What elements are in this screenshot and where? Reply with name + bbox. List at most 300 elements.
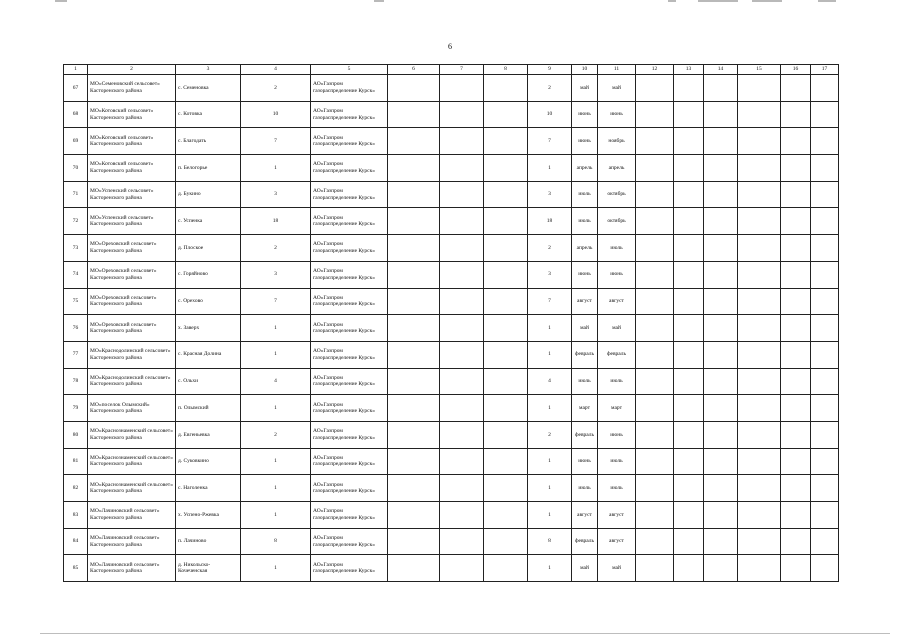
cell-n: 77 xyxy=(64,341,88,368)
empty-cell xyxy=(388,288,440,315)
cell-org: АО«Газпром газораспределение Курск» xyxy=(311,528,388,555)
empty-cell xyxy=(811,181,839,208)
empty-cell xyxy=(738,288,781,315)
empty-cell xyxy=(674,75,704,102)
cell-mo: МО«Лачиновский сельсовет» Касторенского района xyxy=(88,528,176,555)
empty-cell xyxy=(636,181,674,208)
empty-cell xyxy=(440,502,484,529)
empty-cell xyxy=(674,261,704,288)
empty-cell xyxy=(738,502,781,529)
table-row xyxy=(64,368,839,395)
cell-c11: июнь xyxy=(598,101,636,128)
empty-cell xyxy=(811,155,839,182)
empty-cell xyxy=(388,261,440,288)
empty-cell xyxy=(484,421,528,448)
cell-place: с. Горяйново xyxy=(176,261,241,288)
empty-cell xyxy=(388,421,440,448)
cell-mo: МО«Ореховский сельсовет» Касторенского района xyxy=(88,288,176,315)
empty-cell xyxy=(674,475,704,502)
cell-n: 81 xyxy=(64,448,88,475)
cell-n: 78 xyxy=(64,368,88,395)
empty-cell xyxy=(704,75,738,102)
table-row xyxy=(64,181,839,208)
cell-count: 7 xyxy=(241,288,311,315)
empty-cell xyxy=(811,502,839,529)
cell-c10: март xyxy=(572,395,598,422)
empty-cell xyxy=(388,75,440,102)
cell-c11: июль xyxy=(598,235,636,262)
cell-c9: 7 xyxy=(528,288,572,315)
empty-cell xyxy=(440,208,484,235)
empty-cell xyxy=(388,341,440,368)
cell-n: 68 xyxy=(64,101,88,128)
cell-count: 1 xyxy=(241,315,311,342)
empty-cell xyxy=(811,528,839,555)
header-cell-5: 5 xyxy=(311,65,388,75)
table-row xyxy=(64,75,839,102)
empty-cell xyxy=(704,288,738,315)
cell-c11: июль xyxy=(598,368,636,395)
empty-cell xyxy=(704,315,738,342)
empty-cell xyxy=(674,315,704,342)
cell-org: АО«Газпром газораспределение Курск» xyxy=(311,101,388,128)
header-cell-16: 16 xyxy=(781,65,811,75)
cell-n: 83 xyxy=(64,502,88,529)
cell-n: 70 xyxy=(64,155,88,182)
cell-c11: ноябрь xyxy=(598,128,636,155)
empty-cell xyxy=(781,475,811,502)
cell-place: д. Евгеньевка xyxy=(176,421,241,448)
empty-cell xyxy=(636,528,674,555)
cell-mo: МО«Успенский сельсовет» Касторенского района xyxy=(88,208,176,235)
cell-n: 82 xyxy=(64,475,88,502)
cell-place: с. Ольхи xyxy=(176,368,241,395)
cell-mo: МО«Ореховский сельсовет» Касторенского района xyxy=(88,235,176,262)
empty-cell xyxy=(811,341,839,368)
empty-cell xyxy=(704,341,738,368)
empty-cell xyxy=(704,208,738,235)
empty-cell xyxy=(781,341,811,368)
header-cell-7: 7 xyxy=(440,65,484,75)
empty-cell xyxy=(811,261,839,288)
header-cell-4: 4 xyxy=(241,65,311,75)
empty-cell xyxy=(674,421,704,448)
cell-c11: июль xyxy=(598,475,636,502)
table-row xyxy=(64,395,839,422)
empty-cell xyxy=(781,502,811,529)
cell-place: п. Белогорье xyxy=(176,155,241,182)
cell-place: д. Суковкино xyxy=(176,448,241,475)
empty-cell xyxy=(811,448,839,475)
cell-c11: октябрь xyxy=(598,181,636,208)
cell-mo: МО«Краснодолинский сельсовет» Касторенского района xyxy=(88,368,176,395)
empty-cell xyxy=(781,261,811,288)
table-row xyxy=(64,448,839,475)
cell-org: АО«Газпром газораспределение Курск» xyxy=(311,288,388,315)
cell-mo: МО«поселок Олымский» Касторенского района xyxy=(88,395,176,422)
empty-cell xyxy=(388,502,440,529)
empty-cell xyxy=(636,75,674,102)
cell-mo: МО«Краснознаменский сельсовет» Касторенского района xyxy=(88,475,176,502)
empty-cell xyxy=(811,288,839,315)
empty-cell xyxy=(738,368,781,395)
cell-c9: 2 xyxy=(528,421,572,448)
empty-cell xyxy=(636,368,674,395)
table-row xyxy=(64,261,839,288)
cell-c9: 1 xyxy=(528,475,572,502)
cell-c10: июль xyxy=(572,475,598,502)
empty-cell xyxy=(781,421,811,448)
empty-cell xyxy=(674,155,704,182)
empty-cell xyxy=(781,288,811,315)
cell-place: п. Лачиново xyxy=(176,528,241,555)
empty-cell xyxy=(704,448,738,475)
cell-place: с. Семеновка xyxy=(176,75,241,102)
cell-count: 1 xyxy=(241,395,311,422)
empty-cell xyxy=(484,128,528,155)
header-cell-3: 3 xyxy=(176,65,241,75)
table-row xyxy=(64,208,839,235)
cell-c9: 1 xyxy=(528,155,572,182)
cell-count: 18 xyxy=(241,208,311,235)
empty-cell xyxy=(704,528,738,555)
empty-cell xyxy=(738,181,781,208)
empty-cell xyxy=(781,315,811,342)
cell-org: АО«Газпром газораспределение Курск» xyxy=(311,128,388,155)
cell-c11: июнь xyxy=(598,421,636,448)
cell-mo: МО«Краснознаменский сельсовет» Касторенского района xyxy=(88,421,176,448)
cell-c11: август xyxy=(598,528,636,555)
empty-cell xyxy=(674,395,704,422)
cell-c10: июль xyxy=(572,368,598,395)
empty-cell xyxy=(811,315,839,342)
cell-org: АО«Газпром газораспределение Курск» xyxy=(311,475,388,502)
cell-n: 85 xyxy=(64,555,88,582)
empty-cell xyxy=(484,448,528,475)
empty-cell xyxy=(484,235,528,262)
table-body xyxy=(64,75,839,582)
empty-cell xyxy=(811,368,839,395)
header-cell-1: 1 xyxy=(64,65,88,75)
cell-place: д. Никольско-Кочеченская xyxy=(176,555,241,582)
empty-cell xyxy=(781,555,811,582)
empty-cell xyxy=(674,341,704,368)
empty-cell xyxy=(484,208,528,235)
cell-place: х. Успено-Ржевка xyxy=(176,502,241,529)
schedule-table xyxy=(63,64,839,582)
cell-mo: МО«Успенский сельсовет» Касторенского района xyxy=(88,181,176,208)
cell-c10: апрель xyxy=(572,235,598,262)
empty-cell xyxy=(781,128,811,155)
cell-org: АО«Газпром газораспределение Курск» xyxy=(311,181,388,208)
empty-cell xyxy=(636,341,674,368)
cell-count: 10 xyxy=(241,101,311,128)
empty-cell xyxy=(704,555,738,582)
empty-cell xyxy=(484,341,528,368)
cell-n: 75 xyxy=(64,288,88,315)
empty-cell xyxy=(704,155,738,182)
empty-cell xyxy=(704,128,738,155)
cell-c9: 1 xyxy=(528,395,572,422)
cell-mo: МО«Котовский сельсовет» Касторенского района xyxy=(88,155,176,182)
cell-mo: МО«Лачиновский сельсовет» Касторенского района xyxy=(88,502,176,529)
cell-place: с. Благодать xyxy=(176,128,241,155)
empty-cell xyxy=(674,528,704,555)
empty-cell xyxy=(811,235,839,262)
cell-c9: 1 xyxy=(528,341,572,368)
empty-cell xyxy=(704,421,738,448)
cell-place: х. Заверх xyxy=(176,315,241,342)
empty-cell xyxy=(781,395,811,422)
cell-count: 3 xyxy=(241,261,311,288)
empty-cell xyxy=(811,208,839,235)
empty-cell xyxy=(388,128,440,155)
cell-org: АО«Газпром газораспределение Курск» xyxy=(311,421,388,448)
empty-cell xyxy=(738,448,781,475)
empty-cell xyxy=(781,208,811,235)
cell-c9: 8 xyxy=(528,528,572,555)
cell-c9: 1 xyxy=(528,502,572,529)
empty-cell xyxy=(440,448,484,475)
empty-cell xyxy=(811,395,839,422)
header-cell-12: 12 xyxy=(636,65,674,75)
cell-count: 1 xyxy=(241,341,311,368)
cell-c11: август xyxy=(598,288,636,315)
cell-mo: МО«Краснознаменский сельсовет» Касторенского района xyxy=(88,448,176,475)
empty-cell xyxy=(738,101,781,128)
cell-count: 3 xyxy=(241,181,311,208)
cell-count: 2 xyxy=(241,235,311,262)
cell-n: 72 xyxy=(64,208,88,235)
cell-org: АО«Газпром газораспределение Курск» xyxy=(311,368,388,395)
cell-org: АО«Газпром газораспределение Курск» xyxy=(311,448,388,475)
empty-cell xyxy=(781,448,811,475)
empty-cell xyxy=(811,75,839,102)
header-cell-15: 15 xyxy=(738,65,781,75)
cell-c10: август xyxy=(572,502,598,529)
cell-place: с. Успенка xyxy=(176,208,241,235)
cell-c9: 1 xyxy=(528,315,572,342)
empty-cell xyxy=(484,181,528,208)
empty-cell xyxy=(738,128,781,155)
empty-cell xyxy=(440,395,484,422)
cell-n: 76 xyxy=(64,315,88,342)
empty-cell xyxy=(388,555,440,582)
empty-cell xyxy=(636,315,674,342)
empty-cell xyxy=(781,75,811,102)
empty-cell xyxy=(484,315,528,342)
empty-cell xyxy=(674,448,704,475)
cell-c10: август xyxy=(572,288,598,315)
empty-cell xyxy=(440,181,484,208)
empty-cell xyxy=(440,261,484,288)
cell-n: 74 xyxy=(64,261,88,288)
empty-cell xyxy=(811,101,839,128)
cell-place: с. Орехово xyxy=(176,288,241,315)
empty-cell xyxy=(484,261,528,288)
empty-cell xyxy=(636,155,674,182)
cell-c11: май xyxy=(598,555,636,582)
header-cell-9: 9 xyxy=(528,65,572,75)
cell-c10: июнь xyxy=(572,448,598,475)
cell-c10: июнь xyxy=(572,128,598,155)
cell-c9: 10 xyxy=(528,101,572,128)
cell-c9: 18 xyxy=(528,208,572,235)
cell-c9: 3 xyxy=(528,261,572,288)
empty-cell xyxy=(738,235,781,262)
cell-count: 2 xyxy=(241,421,311,448)
cell-mo: МО«Ореховский сельсовет» Касторенского района xyxy=(88,261,176,288)
cell-c9: 1 xyxy=(528,555,572,582)
header-cell-2: 2 xyxy=(88,65,176,75)
cell-org: АО«Газпром газораспределение Курск» xyxy=(311,155,388,182)
empty-cell xyxy=(674,208,704,235)
empty-cell xyxy=(636,101,674,128)
cell-count: 1 xyxy=(241,448,311,475)
cell-c11: февраль xyxy=(598,341,636,368)
header-cell-8: 8 xyxy=(484,65,528,75)
table-row xyxy=(64,341,839,368)
cell-c9: 4 xyxy=(528,368,572,395)
empty-cell xyxy=(674,288,704,315)
empty-cell xyxy=(781,101,811,128)
cell-c10: февраль xyxy=(572,528,598,555)
empty-cell xyxy=(440,555,484,582)
cell-org: АО«Газпром газораспределение Курск» xyxy=(311,75,388,102)
empty-cell xyxy=(781,155,811,182)
empty-cell xyxy=(636,448,674,475)
empty-cell xyxy=(440,475,484,502)
empty-cell xyxy=(388,368,440,395)
empty-cell xyxy=(704,101,738,128)
header-cell-10: 10 xyxy=(572,65,598,75)
empty-cell xyxy=(811,475,839,502)
table-row xyxy=(64,475,839,502)
table-row xyxy=(64,421,839,448)
cell-c11: апрель xyxy=(598,155,636,182)
empty-cell xyxy=(388,101,440,128)
empty-cell xyxy=(484,502,528,529)
empty-cell xyxy=(440,341,484,368)
empty-cell xyxy=(704,502,738,529)
cell-mo: МО«Котовский сельсовет» Касторенского района xyxy=(88,101,176,128)
empty-cell xyxy=(484,395,528,422)
cell-org: АО«Газпром газораспределение Курск» xyxy=(311,235,388,262)
page-number: 6 xyxy=(448,42,452,51)
table-row xyxy=(64,288,839,315)
empty-cell xyxy=(636,235,674,262)
empty-cell xyxy=(704,261,738,288)
empty-cell xyxy=(704,475,738,502)
cell-c10: июль xyxy=(572,181,598,208)
cell-n: 80 xyxy=(64,421,88,448)
header-cell-11: 11 xyxy=(598,65,636,75)
cell-n: 79 xyxy=(64,395,88,422)
empty-cell xyxy=(484,528,528,555)
empty-cell xyxy=(388,448,440,475)
empty-cell xyxy=(440,101,484,128)
empty-cell xyxy=(388,475,440,502)
empty-cell xyxy=(484,101,528,128)
empty-cell xyxy=(636,395,674,422)
empty-cell xyxy=(388,395,440,422)
cell-c10: февраль xyxy=(572,341,598,368)
empty-cell xyxy=(811,555,839,582)
empty-cell xyxy=(388,235,440,262)
header-cell-13: 13 xyxy=(674,65,704,75)
empty-cell xyxy=(388,315,440,342)
empty-cell xyxy=(440,368,484,395)
empty-cell xyxy=(704,395,738,422)
cell-org: АО«Газпром газораспределение Курск» xyxy=(311,395,388,422)
cell-count: 2 xyxy=(241,75,311,102)
cell-n: 84 xyxy=(64,528,88,555)
top-scan-marks xyxy=(0,0,905,8)
cell-c11: май xyxy=(598,315,636,342)
empty-cell xyxy=(738,475,781,502)
empty-cell xyxy=(738,155,781,182)
cell-c11: май xyxy=(598,75,636,102)
empty-cell xyxy=(484,475,528,502)
empty-cell xyxy=(636,208,674,235)
cell-mo: МО«Лачиновский сельсовет» Касторенского района xyxy=(88,555,176,582)
cell-c9: 7 xyxy=(528,128,572,155)
cell-c10: июль xyxy=(572,208,598,235)
empty-cell xyxy=(674,502,704,529)
bottom-scan-line xyxy=(40,633,890,634)
cell-org: АО«Газпром газораспределение Курск» xyxy=(311,315,388,342)
cell-place: с. Красная Долина xyxy=(176,341,241,368)
cell-org: АО«Газпром газораспределение Курск» xyxy=(311,502,388,529)
empty-cell xyxy=(738,395,781,422)
table-row xyxy=(64,101,839,128)
empty-cell xyxy=(388,181,440,208)
empty-cell xyxy=(738,421,781,448)
cell-place: с. Наголенка xyxy=(176,475,241,502)
empty-cell xyxy=(674,368,704,395)
cell-c10: июнь xyxy=(572,101,598,128)
table-row xyxy=(64,235,839,262)
empty-cell xyxy=(636,288,674,315)
empty-cell xyxy=(704,181,738,208)
cell-c9: 3 xyxy=(528,181,572,208)
cell-count: 1 xyxy=(241,502,311,529)
empty-cell xyxy=(636,502,674,529)
cell-c11: август xyxy=(598,502,636,529)
cell-n: 67 xyxy=(64,75,88,102)
table-row xyxy=(64,555,839,582)
cell-count: 4 xyxy=(241,368,311,395)
empty-cell xyxy=(674,128,704,155)
header-cell-14: 14 xyxy=(704,65,738,75)
empty-cell xyxy=(636,421,674,448)
cell-org: АО«Газпром газораспределение Курск» xyxy=(311,555,388,582)
cell-n: 71 xyxy=(64,181,88,208)
cell-c9: 2 xyxy=(528,235,572,262)
empty-cell xyxy=(781,368,811,395)
cell-c9: 2 xyxy=(528,75,572,102)
empty-cell xyxy=(636,475,674,502)
empty-cell xyxy=(781,181,811,208)
empty-cell xyxy=(440,235,484,262)
empty-cell xyxy=(440,528,484,555)
empty-cell xyxy=(636,555,674,582)
cell-place: с. Котовка xyxy=(176,101,241,128)
empty-cell xyxy=(440,128,484,155)
empty-cell xyxy=(674,555,704,582)
empty-cell xyxy=(440,421,484,448)
empty-cell xyxy=(704,368,738,395)
